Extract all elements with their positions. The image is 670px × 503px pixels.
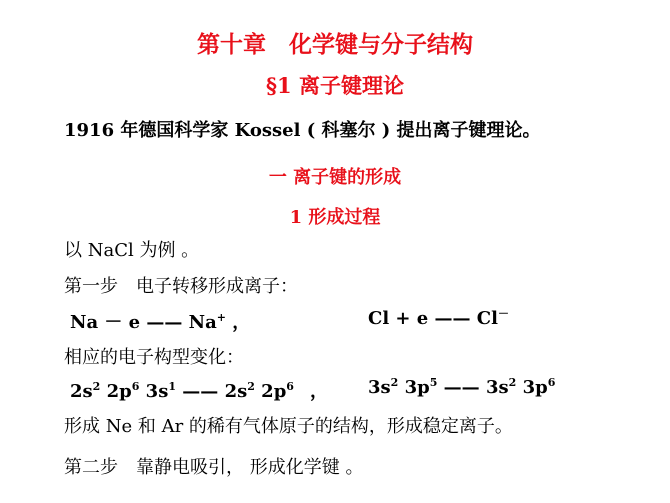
- chlorine-config: [368, 377, 555, 398]
- section-heading: §1 离子键理论: [266, 73, 404, 98]
- config-term: 3p: [404, 377, 430, 398]
- config-term: 2s: [224, 381, 248, 402]
- config-exponent: 2: [390, 376, 399, 389]
- sodium-ion-charge: +: [216, 311, 227, 324]
- config-term: 2p: [261, 381, 287, 402]
- subsection-heading: 一 离子键的形成: [268, 167, 402, 188]
- sodium-equation: [70, 308, 250, 334]
- page-title: 第十章 化学键与分子结构: [197, 31, 473, 58]
- config-label: 相应的电子构型变化：: [64, 347, 244, 368]
- sodium-ion: Na: [188, 312, 217, 333]
- config-arrow: ——: [443, 377, 480, 398]
- config-exponent: 2: [508, 376, 517, 389]
- chlorine-equation-arrow: ——: [434, 308, 471, 329]
- config-term: 3s: [485, 377, 509, 398]
- config-term: 3p: [522, 377, 548, 398]
- config-term: 3s: [145, 381, 169, 402]
- noble-gas-text: 形成 Ne 和 Ar 的稀有气体原子的结构，形成稳定离子。: [64, 416, 513, 437]
- chlorine-equation: [368, 308, 509, 329]
- config-exponent: 6: [547, 376, 556, 389]
- config-exponent: 2: [247, 380, 255, 393]
- intro-text: 1916 年德国科学家 Kossel ( 科塞尔 ) 提出离子键理论。: [64, 120, 541, 141]
- chlorine-equation-lhs: Cl + e: [368, 308, 429, 329]
- config-exponent: 5: [429, 376, 438, 389]
- sodium-equation-lhs: Na － e: [70, 312, 141, 333]
- subsubsection-heading: 1 形成过程: [289, 207, 381, 228]
- config-arrow: ——: [182, 381, 219, 402]
- example-text: 以 NaCl 为例 。: [64, 240, 200, 261]
- config-term: 3s: [368, 377, 391, 398]
- config-exponent: 1: [168, 380, 176, 393]
- config-exponent: 6: [131, 380, 140, 393]
- step-one-text: 第一步 电子转移形成离子：: [64, 276, 298, 297]
- sodium-equation-tail: ，: [226, 312, 251, 333]
- chloride-ion-charge: －: [497, 307, 509, 320]
- config-exponent: 2: [92, 380, 101, 393]
- config-term: 2s: [70, 381, 93, 402]
- sodium-config: [70, 377, 328, 403]
- sodium-equation-arrow: ——: [146, 312, 183, 333]
- config-exponent: 6: [286, 380, 294, 393]
- config-term: 2p: [106, 381, 132, 402]
- step-two-text: 第二步 靠静电吸引， 形成化学键 。: [64, 457, 364, 478]
- chloride-ion: Cl: [476, 308, 498, 329]
- config-tail: ，: [309, 381, 328, 402]
